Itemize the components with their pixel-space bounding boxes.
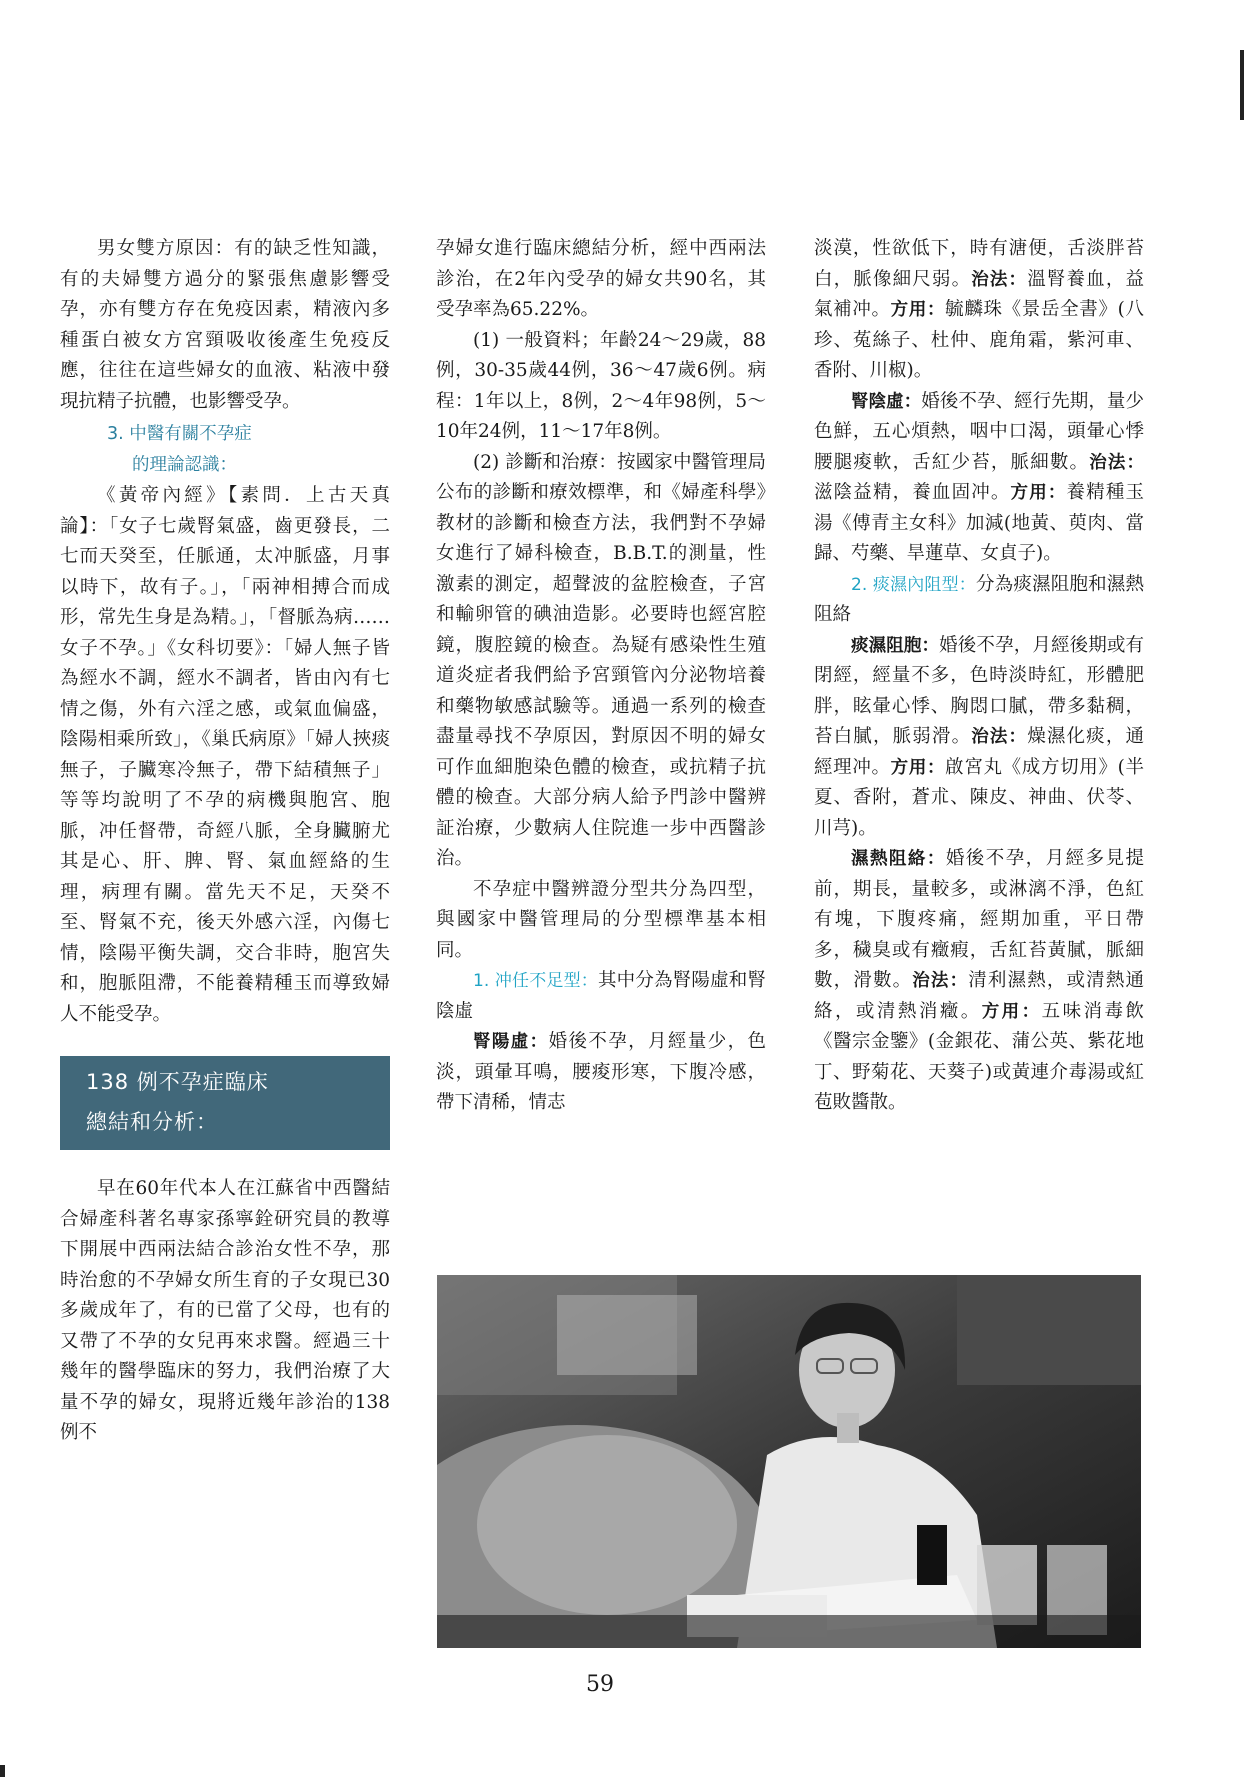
doctor-consultation-photo (437, 1275, 1141, 1648)
section-heading-3: 3. 中醫有關不孕症 的理論認識： (107, 424, 252, 475)
paragraph: 《黃帝內經》【素問．上古天真論】：「女子七歲腎氣盛，齒更發長，二七而天癸至，任脈通，太冲脈盛，月事以時下，故有子。」，「兩神相搏合而成形，常先生身是為精。」，「督脈為病……女子不孕。」《女科切要》：「婦人無子皆為經水不調，經水不調者，皆由內有七情之傷，外有六淫之感，或氣血偏盛，陰陽相乘所致」，《巢氏病原》「婦人挾痰無子，子臟寒冷無子，帶下結積無子」等等均說明了不孕的病機與胞宮、胞脈，冲任督帶，奇經八脈，全身臟腑尤其是心、肝、脾、腎、氣血經絡的生理，病理有關。當先天不足，天癸不至、腎氣不充，後天外感六淫，內傷七情，陰陽平衡失調，交合非時，胞宮失和，胞脈阻滯，不能養精種玉而導致婦人不能受孕。 (60, 485, 390, 1025)
column-3 (814, 234, 1144, 1119)
subheading-type-1: 1. 冲任不足型：其中分為腎陽虛和腎陰虛 (436, 970, 766, 1022)
paragraph: (1) 一般資料；年齡24～29歲，88例，30-35歲44例，36～47歲6例。病程：1年以上，8例，2～4年98例，5～10年24例，11～17年8例。 (436, 329, 766, 442)
paragraph: 痰濕阻胞：婚後不孕，月經後期或有閉經，經量不多，色時淡時紅，形體肥胖，眩暈心悸、胸悶口膩，帶多黏稠，苔白膩，脈弱滑。治法：燥濕化痰，通經理冲。方用：啟宮丸《成方切用》(半夏、香附，蒼朮、陳皮、神曲、伏苓、川芎)。 (814, 634, 1145, 839)
paragraph: 腎陽虛：婚後不孕，月經量少，色淡，頭暈耳鳴，腰痠形寒，下腹冷感，帶下清稀，情志 (436, 1031, 766, 1113)
paragraph: 不孕症中醫辨證分型共分為四型，與國家中醫管理局的分型標準基本相同。 (436, 878, 766, 961)
subheading-type-2: 2. 痰濕內阻型：分為痰濕阻胞和濕熱阻絡 (814, 573, 1144, 625)
photo-illustration (437, 1275, 1141, 1648)
paragraph: 濕熱阻絡：婚後不孕，月經多見提前，期長，量較多，或淋漓不淨，色紅有塊，下腹疼痛，經期加重，平日帶多，穢臭或有癥瘕，舌紅苔黃膩，脈細數，滑數。治法：清利濕熱，或清熱通絡，或清熱消癥。方用：五味消毒飲《醫宗金鑒》(金銀花、蒲公英、紫花地丁、野菊花、天葵子)或黃連介毒湯或紅苞敗醬散。 (814, 848, 1144, 1113)
paragraph: 早在60年代本人在江蘇省中西醫結合婦產科著名專家孫寧銓研究員的教導下開展中西兩法結合診治女性不孕，那時治愈的不孕婦女所生育的子女現已30多歲成年了，有的已當了父母，也有的又帶了不孕的女兒再來求醫。經過三十幾年的醫學臨床的努力，我們治療了大量不孕的婦女，現將近幾年診治的138例不 (60, 1178, 390, 1443)
paragraph: 男女雙方原因：有的缺乏性知識，有的夫婦雙方過分的緊張焦慮影響受孕，亦有雙方存在免疫因素，精液內多種蛋白被女方宮頸吸收後產生免疫反應，往往在這些婦女的血液、粘液中發現抗精子抗體，也影響受孕。 (60, 238, 390, 412)
scan-corner-mark (0, 1765, 5, 1777)
paragraph: 孕婦女進行臨床總結分析，經中西兩法診治，在2年內受孕的婦女共90名，其受孕率為65.22%。 (436, 238, 766, 320)
section-title-box: 138 例不孕症臨床 總結和分析： (60, 1056, 390, 1150)
paragraph: 淡漠，性欲低下，時有溏便，舌淡胖苔白，脈像細尺弱。治法：溫腎養血，益氣補冲。方用：毓麟珠《景岳全書》(八珍、菟絲子、杜仲、鹿角霜，紫河車、香附、川椒)。 (814, 238, 1145, 381)
column-2 (436, 234, 766, 1119)
scan-edge-mark (1240, 50, 1244, 120)
paragraph: (2) 診斷和治療：按國家中醫管理局公布的診斷和療效標準，和《婦產科學》教材的診斷和檢查方法，我們對不孕婦女進行了婦科檢查，B.B.T.的測量，性激素的測定，超聲波的盆腔檢查，子宮和輸卵管的碘油造影。必要時也經宮腔鏡，腹腔鏡的檢查。為疑有感染性生殖道炎症者我們給予宮頸管內分泌物培養和藥物敏感試驗等。通過一系列的檢查盡量尋找不孕原因，對原因不明的婦女可作血細胞染色體的檢查，或抗精子抗體的檢查。大部分病人給予門診中醫辨証治療，少數病人住院進一步中西醫診治。 (436, 451, 766, 869)
paragraph: 腎陰虛：婚後不孕、經行先期，量少色鮮，五心煩熱，咽中口渴，頭暈心悸腰腿痠軟，舌紅少苔，脈細數。治法：滋陰益精，養血固冲。方用：養精種玉湯《傅青主女科》加減(地黃、萸肉、當歸、芍藥、旱蓮草、女貞子)。 (814, 390, 1144, 564)
page-number: 59 (586, 1672, 614, 1697)
column-1 (60, 234, 390, 1449)
